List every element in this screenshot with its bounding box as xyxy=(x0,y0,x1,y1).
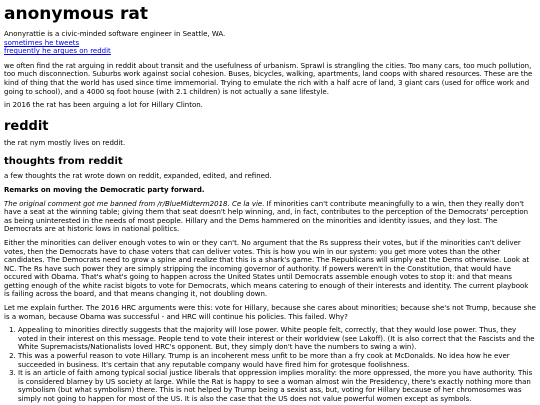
post-intro-text: If minorities can't contribute meaningfully to a win, then they really don't have a seat at the winning table; giving them that seat doesn't help winning, and, in fact, contributes to the perception of the Democrats' perception as being uninterested in the needs of most people. Hillary and the Dems hammered on the minorities and identity issues, and they lost. The Democrats are at historic lows in national politics. xyxy=(4,199,529,234)
reddit-description: the rat nym mostly lives on reddit. xyxy=(4,138,126,147)
thoughts-heading: thoughts from reddit xyxy=(4,156,123,168)
site-title: anonymous rat xyxy=(4,4,148,24)
post-intro xyxy=(4,200,536,234)
intro-paragraph: we often find the rat arguing in reddit about transit and the usefulness of urbanism. Sprawl is strangling the cities. Too many cars, too much pollution, too much disconnection. Suburbs work against social cohesion. Buses, bicycles, walking, apartments, land coops with shared resources. These are the kind of thing that the world has used since time immemorial. Trying to emulate the rich with a half acre of land, 3 giant cars (used for office work and going to school), and a 4000 sq foot house (with 2.1 children) is not actually a sane lifestyle. xyxy=(4,61,533,96)
post-paragraph-2: Either the minorities can deliver enough votes to win or they can't. No argument that the Rs suppress their votes, but if the minorities can't deliver votes, then the Democrats have to chase voters that can deliver votes. This is how you win in our system: you get more votes than the other candidates. The Democrats need to grow a spine and realize that this is a shark's game. The Republicans will simply eat the Dems otherwise. Look at NC. The Rs have such power they are simply stripping the incoming governor of authority. If powers weren't in the Constitution, that would have occured with Obama. That's what's going to happen across the United States until Democrats assemble enough votes to stop it: and that means getting enough of the white racist bigots to vote for Democrats, which means catering to enough of their interests and identity. The current playbook is failing across the board, and that means changing it, not doubling down. xyxy=(4,238,530,299)
reddit-heading: reddit xyxy=(4,118,49,134)
site-intro xyxy=(4,30,536,56)
list-item: 1. Appealing to minorities directly suggests that the majority will lose power. White people felt, correctly, that they would lose power. Thus, they voted in their interest on this message. People tend to vote their interest or their worldview (see Lakoff). (It is also correct that the Fascists and the White Supremacists/Nationalists loved HRC's opponent. But, they simply don't have the numbers to swing a win). xyxy=(18,326,536,352)
reddit-link[interactable]: frequently he argues on reddit xyxy=(4,47,111,56)
post-title: Remarks on moving the Democratic party forward. xyxy=(4,185,205,194)
site-tagline: Anonyrattie is a civic-minded software engineer in Seattle, WA. xyxy=(4,30,226,38)
twitter-link[interactable]: sometimes he tweets xyxy=(4,38,80,47)
hillary-paragraph: in 2016 the rat has been arguing a lot for Hillary Clinton. xyxy=(4,101,203,110)
reasons-list xyxy=(4,326,536,403)
thoughts-description: a few thoughts the rat wrote down on reddit, expanded, edited, and refined. xyxy=(4,172,272,181)
list-item: 3. It is an article of faith among typical social justice liberals that oppression implies morality: the more oppressed, the more you have authority. This is considered blarney by US society at large. While the Rat is happy to see a woman almost win the Presidency, there's exactly nothing more than symbolism (but what symbolism) there. This is not helped by Trump being a sexist ass, but, voting for Hillary because of her chromosomes was simply not going to happen for most of the US. It is also the case that the US does not value powerful women except as symbols. xyxy=(18,369,536,403)
list-item: 2. This was a powerful reason to vote Hillary. Trump is an incoherent mess unfit to be more than a fry cook at McDonalds. No idea how he ever succeeded in business. It's certain that any reputable company would have fired him for grotesque foolishness. xyxy=(18,352,536,369)
post-intro-emphasis: The original comment got me banned from /r/BlueMidterm2018. Ce la vie. xyxy=(4,199,265,208)
post-paragraph-3: Let me explain further. The 2016 HRC arguments were this: vote for Hillary, because she cares about minorities; because she's not Trump, because she is a woman, because Obama was successful - and HRC will continue his policies. This failed. Why? xyxy=(4,304,536,321)
